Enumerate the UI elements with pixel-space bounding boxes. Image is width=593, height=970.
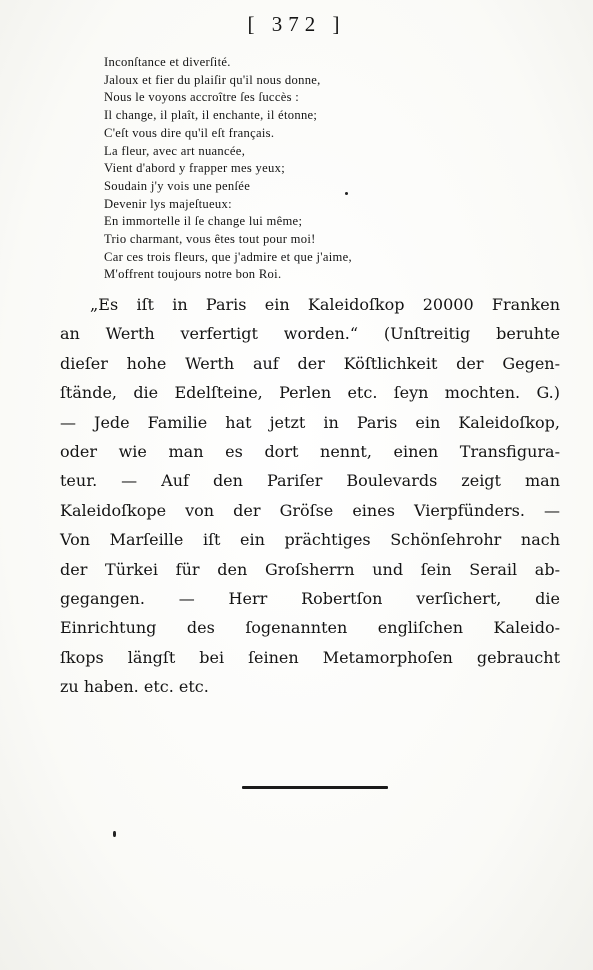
poem-line: Jaloux et fier du plaiſir qu'il nous donne, <box>104 72 321 87</box>
poem-line: Inconſtance et diverſité. <box>104 55 231 69</box>
paragraph-line: gegangen. — Herr Robertſon verſichert, die <box>60 589 560 609</box>
poem-line: Vient d'abord y frapper mes yeux; <box>104 161 286 176</box>
poem-line: Soudain j'y vois une penſée <box>104 178 251 193</box>
paragraph-line: Kaleidoſkope von der Gröſse eines Vierpfünders. — <box>60 500 560 520</box>
poem-line: Devenir lys majeſtueux: <box>104 196 232 211</box>
paragraph-line: der Türkei für den Groſsherrn und ſein Serail ab- <box>60 559 560 579</box>
paragraph-line: „Es iſt in Paris ein Kaleidoſkop 20000 Franken <box>90 295 560 314</box>
poem-line: Il change, il plaît, il enchante, il étonne; <box>104 108 318 123</box>
french-poem <box>104 54 544 284</box>
ink-speck <box>345 192 348 195</box>
paragraph-line: Von Marſeille iſt ein prächtiges Schönſehrohr nach <box>60 530 560 550</box>
paragraph-line: dieſer hohe Werth auf der Köſtlichkeit der Gegen- <box>60 353 560 373</box>
paragraph-line: ſkops längſt bei ſeinen Metamorphoſen gebraucht <box>60 647 560 667</box>
ink-speck <box>113 831 116 837</box>
poem-line: Trio charmant, vous êtes tout pour moi! <box>104 232 316 247</box>
paragraph-line: ſtände, die Edelſteine, Perlen etc. ſeyn mochten. G.) <box>60 383 560 403</box>
paragraph-line: oder wie man es dort nennt, einen Transfigura- <box>60 442 560 462</box>
poem-line: M'offrent toujours notre bon Roi. <box>104 267 282 282</box>
poem-line: Nous le voyons accroître ſes ſuccès : <box>104 90 300 105</box>
page-number: [ 372 ] <box>247 12 346 36</box>
poem-line: Car ces trois fleurs, que j'admire et que j'aime, <box>104 249 352 264</box>
paragraph-line: Einrichtung des ſogenannten engliſchen Kaleido- <box>60 618 560 638</box>
poem-line: C'eſt vous dire qu'il eſt français. <box>104 125 275 140</box>
german-paragraph <box>60 290 560 702</box>
paragraph-line: teur. — Auf den Pariſer Boulevards zeigt man <box>60 471 560 491</box>
poem-line: La fleur, avec art nuancée, <box>104 143 246 158</box>
paragraph-line: an Werth verfertigt worden.“ (Unſtreitig beruhte <box>60 324 560 344</box>
paragraph-line: zu haben. etc. etc. <box>60 677 209 697</box>
poem-line: En immortelle il ſe change lui même; <box>104 214 303 229</box>
paragraph-line: — Jede Familie hat jetzt in Paris ein Kaleidoſkop, <box>60 412 560 432</box>
section-rule <box>242 786 388 789</box>
